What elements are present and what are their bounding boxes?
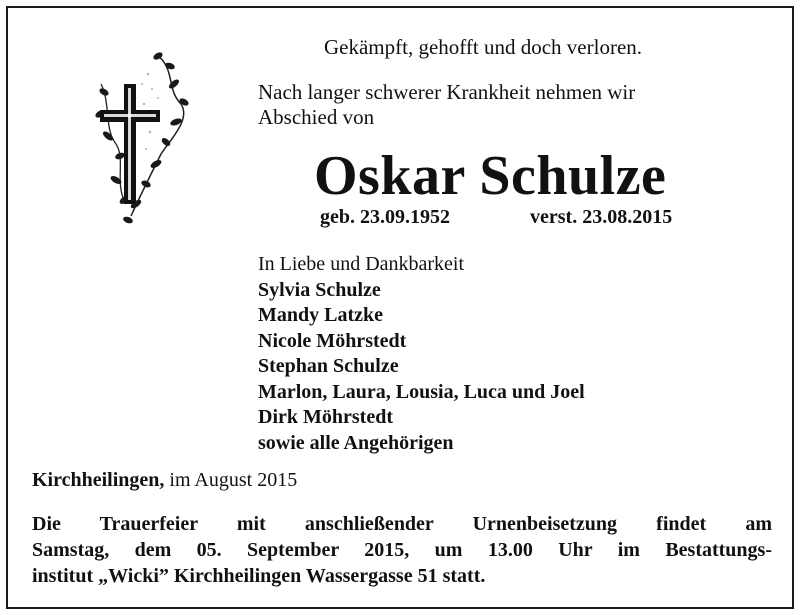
mourner-name: Dirk Möhrstedt [258,406,393,428]
notice-line: Die Trauerfeier mit anschließender Urnenbeisetzung findet am [32,513,772,535]
mourner-name: Marlon, Laura, Lousia, Luca und Joel [258,380,585,403]
funeral-notice [32,511,772,589]
place-name: Kirchheilingen, [32,469,165,491]
notice-line: Samstag, dem 05. September 2015, um 13.00 Uhr im Bestattungs- [32,539,772,561]
cross-with-ivy-icon [86,44,196,234]
mourner-name: Mandy Latzke [258,304,383,326]
mourners-list [258,252,585,456]
place-date: im August 2015 [169,469,298,491]
mourners-intro: In Liebe und Dankbarkeit [258,253,465,275]
intro-line: Abschied von [258,105,375,129]
mourner-name: sowie alle Angehörigen [258,431,454,454]
motto-line: Gekämpft, gehofft und doch verloren. [324,35,643,59]
birth-date: geb. 23.09.1952 [320,206,450,228]
intro-line: Nach langer schwerer Krankheit nehmen wir [258,80,636,104]
death-date: verst. 23.08.2015 [530,206,673,228]
mourner-name: Nicole Möhrstedt [258,329,407,352]
notice-line: institut „Wicki” Kirchheilingen Wassergasse 51 statt. [32,565,486,587]
place-and-date [32,469,297,492]
mourner-name: Sylvia Schulze [258,278,381,301]
obituary-notice [6,6,794,609]
deceased-name: Oskar Schulze [314,145,667,207]
intro-text [258,80,635,130]
mourner-name: Stephan Schulze [258,355,399,377]
